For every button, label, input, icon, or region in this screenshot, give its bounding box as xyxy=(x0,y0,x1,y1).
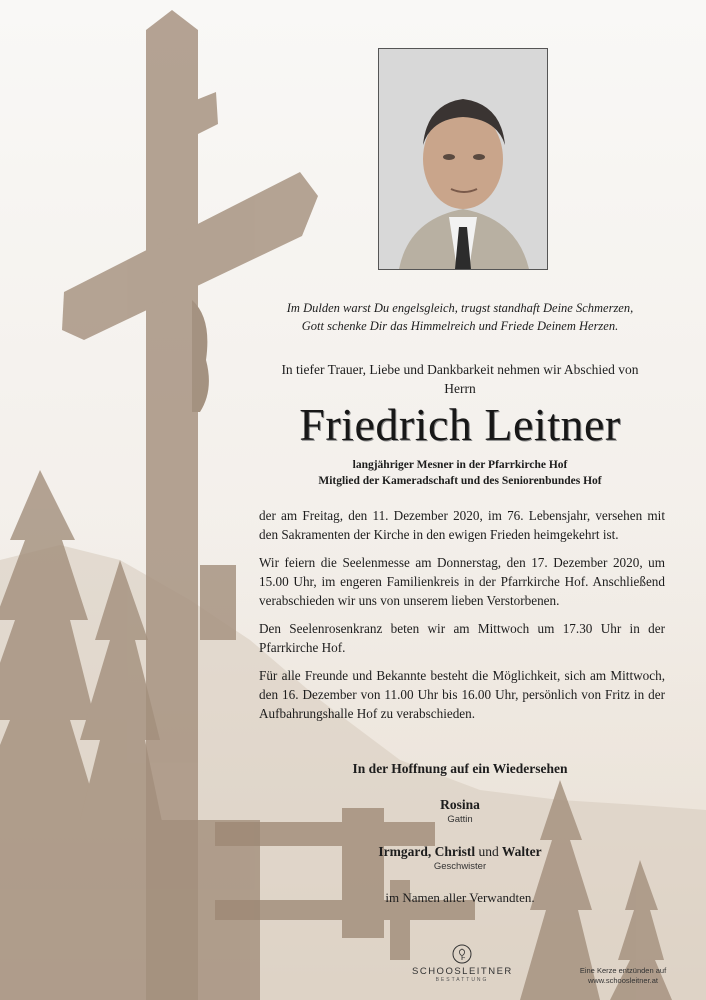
verse-line-1: Im Dulden warst Du engelsgleich, trugst standhaft Deine Schmerzen, xyxy=(286,301,634,315)
siblings-names-first: Irmgard, Christl xyxy=(378,844,476,859)
verse-line-2: Gott schenke Dir das Himmelreich und Friede Deinem Herzen. xyxy=(301,319,619,333)
portrait-figure xyxy=(379,49,547,269)
death-paragraph: der am Freitag, den 11. Dezember 2020, im 76. Lebensjahr, versehen mit den Sakramenten der Kirche in den ewigen Frieden heimgekehrt ist. xyxy=(259,508,665,542)
deceased-name: Friedrich Leitner xyxy=(299,399,621,450)
mourner-spouse-role: Gattin xyxy=(447,814,473,825)
memorial-verse xyxy=(250,299,670,335)
deceased-roles xyxy=(250,457,670,489)
mourner-siblings xyxy=(250,843,670,873)
role-line-2: Mitglied der Kameradschaft und des Seniorenbundes Hof xyxy=(318,475,602,487)
portrait-photo xyxy=(378,48,548,270)
intro-line-1: In tiefer Trauer, Liebe und Dankbarkeit nehmen wir Abschied von xyxy=(281,362,639,377)
mourner-spouse-name: Rosina xyxy=(440,797,480,812)
siblings-conjunction: und xyxy=(478,844,499,859)
announcement-body xyxy=(259,506,665,732)
candle-line-1: Eine Kerze entzünden auf xyxy=(579,966,667,975)
mourner-spouse xyxy=(250,796,670,826)
mourner-siblings-role: Geschwister xyxy=(433,861,487,872)
relatives-line: im Namen aller Verwandten. xyxy=(385,890,535,905)
funeral-home-name: SCHOOSLEITNER xyxy=(412,966,513,977)
rose-emblem-icon xyxy=(452,944,472,964)
funeral-home-logo xyxy=(412,944,512,983)
rosary-paragraph: Den Seelenrosenkranz beten wir am Mittwoch um 17.30 Uhr in der Pfarrkirche Hof. xyxy=(259,621,665,655)
intro-line-2: Herrn xyxy=(444,381,476,396)
role-line-1: langjähriger Mesner in der Pfarrkirche Hof xyxy=(352,459,568,471)
mourner-siblings-names xyxy=(250,843,670,861)
closing-line: In der Hoffnung auf ein Wiedersehen xyxy=(352,761,568,776)
mass-paragraph: Wir feiern die Seelenmesse am Donnerstag, den 17. Dezember 2020, um 15.00 Uhr, im engeren Familienkreis in der Pfarrkirche Hof. Anschließend verabschieden wir uns von unserem lieben Verstorbenen. xyxy=(259,555,665,608)
siblings-names-last: Walter xyxy=(501,844,542,859)
candle-notice xyxy=(568,966,678,986)
candle-website-link[interactable]: www.schoosleitner.at xyxy=(587,976,659,985)
funeral-home-subtitle: BESTATTUNG xyxy=(435,977,489,983)
intro-text xyxy=(250,360,670,398)
farewell-paragraph: Für alle Freunde und Bekannte besteht die Möglichkeit, sich am Mittwoch, den 16. Dezember von 11.00 Uhr bis 16.00 Uhr, persönlich von Fritz in der Aufbahrungshalle Hof zu verabschieden. xyxy=(259,668,665,721)
